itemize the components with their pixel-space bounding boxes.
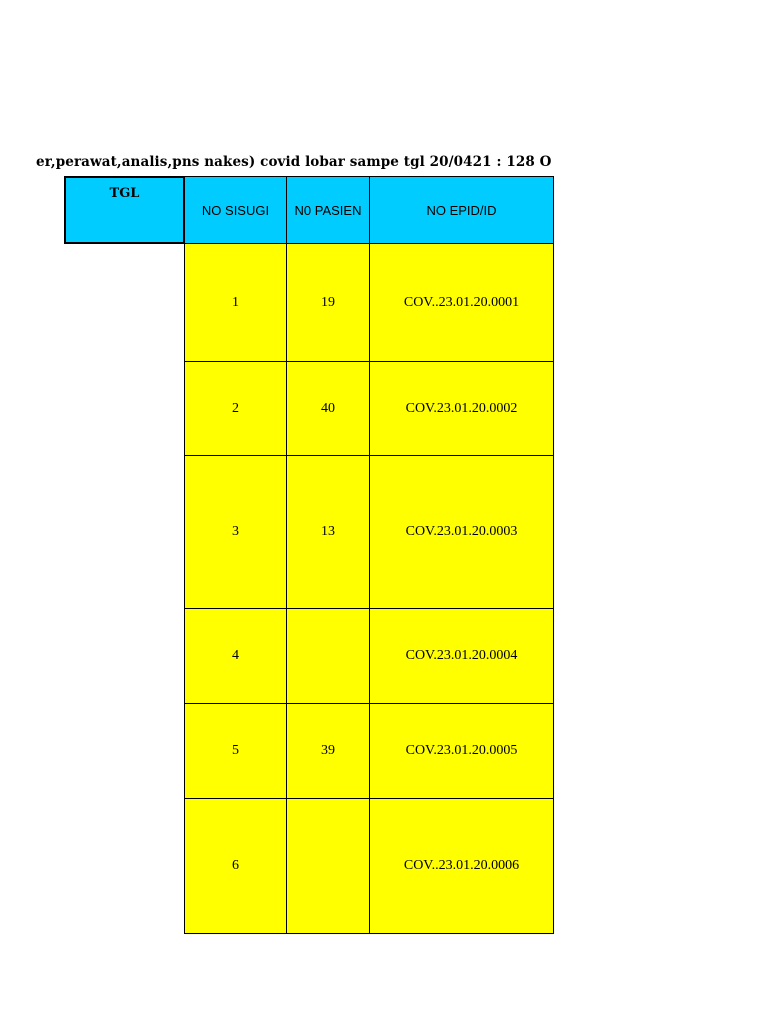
cell-no-epid[interactable]: COV..23.01.20.0006 <box>369 798 554 934</box>
cell-no-pasien[interactable]: 40 <box>286 361 370 456</box>
cell-no-sisugi[interactable]: 5 <box>184 703 287 799</box>
cell-no-epid[interactable]: COV.23.01.20.0002 <box>369 361 554 456</box>
cell-no-pasien[interactable]: 19 <box>286 243 370 362</box>
cell-no-sisugi[interactable]: 2 <box>184 361 287 456</box>
cell-no-epid[interactable]: COV.23.01.20.0005 <box>369 703 554 799</box>
cell-no-epid[interactable]: COV..23.01.20.0001 <box>369 243 554 362</box>
cell-no-pasien[interactable] <box>286 608 370 704</box>
cell-no-sisugi[interactable]: 3 <box>184 455 287 609</box>
cell-no-epid[interactable]: COV.23.01.20.0004 <box>369 608 554 704</box>
sheet-title-row <box>0 152 554 174</box>
cell-no-epid[interactable]: COV.23.01.20.0003 <box>369 455 554 609</box>
header-no-epid[interactable]: NO EPID/ID <box>369 176 554 244</box>
cell-no-sisugi[interactable]: 6 <box>184 798 287 934</box>
header-no-sisugi[interactable]: NO SISUGI <box>184 176 287 244</box>
cell-no-sisugi[interactable]: 4 <box>184 608 287 704</box>
cell-no-sisugi[interactable]: 1 <box>184 243 287 362</box>
sheet-title: er,perawat,analis,pns nakes) covid lobar sampe tgl 20/0421 : 128 O <box>36 154 552 170</box>
cell-no-pasien[interactable]: 39 <box>286 703 370 799</box>
header-no-pasien[interactable]: N0 PASIEN <box>286 176 370 244</box>
cell-no-pasien[interactable] <box>286 798 370 934</box>
cell-no-pasien[interactable]: 13 <box>286 455 370 609</box>
header-tgl[interactable]: TGL <box>64 176 185 244</box>
